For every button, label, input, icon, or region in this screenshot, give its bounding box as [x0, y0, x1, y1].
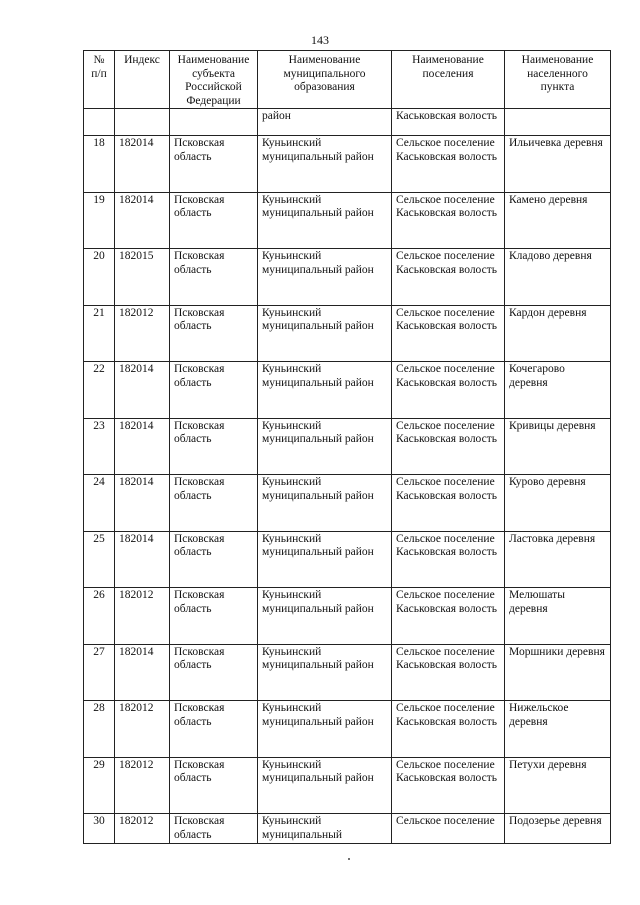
table-row [84, 418, 611, 475]
cell-number: 27 [84, 644, 115, 701]
cell-settlement: Сельское поселение Каськовская волость [392, 362, 505, 419]
cell-municipality: Куньинский муниципальный район [258, 305, 392, 362]
cell-municipality: Куньинский муниципальный [258, 814, 392, 844]
cell-subject: Псковская область [170, 249, 258, 306]
header-municipality: Наименование муниципального образования [258, 51, 392, 109]
cell-locality: Кардон деревня [505, 305, 611, 362]
cell-locality: Кривицы деревня [505, 418, 611, 475]
table-row [84, 249, 611, 306]
cell-number: 29 [84, 757, 115, 814]
cell-number [84, 109, 115, 136]
cell-settlement: Сельское поселение Каськовская волость [392, 249, 505, 306]
cell-subject [170, 109, 258, 136]
cell-index: 182014 [115, 362, 170, 419]
cell-municipality: Куньинский муниципальный район [258, 249, 392, 306]
cell-subject: Псковская область [170, 588, 258, 645]
cell-number: 18 [84, 136, 115, 193]
cell-settlement: Сельское поселение Каськовская волость [392, 418, 505, 475]
header-settlement: Наименование поселения [392, 51, 505, 109]
cell-number: 24 [84, 475, 115, 532]
table-row [84, 475, 611, 532]
cell-municipality: Куньинский муниципальный район [258, 588, 392, 645]
cell-subject: Псковская область [170, 475, 258, 532]
cell-subject: Псковская область [170, 644, 258, 701]
cell-index: 182015 [115, 249, 170, 306]
cell-locality: Моршники деревня [505, 644, 611, 701]
header-locality: Наименование населенного пункта [505, 51, 611, 109]
settlements-table [83, 50, 611, 844]
cell-index [115, 109, 170, 136]
cell-index: 182014 [115, 136, 170, 193]
cell-index: 182014 [115, 418, 170, 475]
table-row [84, 644, 611, 701]
cell-municipality: Куньинский муниципальный район [258, 192, 392, 249]
cell-index: 182012 [115, 814, 170, 844]
cell-number: 21 [84, 305, 115, 362]
cell-locality [505, 109, 611, 136]
cell-locality: Мелюшаты деревня [505, 588, 611, 645]
cell-municipality: Куньинский муниципальный район [258, 136, 392, 193]
cell-locality: Петухи деревня [505, 757, 611, 814]
page-number: 143 [311, 33, 329, 47]
cell-settlement: Сельское поселение [392, 814, 505, 844]
cell-locality: Ластовка деревня [505, 531, 611, 588]
table-row-last [84, 814, 611, 844]
cell-locality: Курово деревня [505, 475, 611, 532]
table-row [84, 701, 611, 758]
cell-number: 20 [84, 249, 115, 306]
cell-settlement: Сельское поселение Каськовская волость [392, 588, 505, 645]
cell-subject: Псковская область [170, 362, 258, 419]
cell-number: 28 [84, 701, 115, 758]
table-row [84, 305, 611, 362]
cell-settlement: Каськовская волость [392, 109, 505, 136]
table-row [84, 531, 611, 588]
cell-locality: Кочегарово деревня [505, 362, 611, 419]
cell-settlement: Сельское поселение Каськовская волость [392, 644, 505, 701]
header-number: № п/п [84, 51, 115, 109]
cell-municipality: Куньинский муниципальный район [258, 531, 392, 588]
cell-index: 182014 [115, 644, 170, 701]
table-row [84, 362, 611, 419]
cell-index: 182012 [115, 757, 170, 814]
cell-subject: Псковская область [170, 136, 258, 193]
cell-subject: Псковская область [170, 814, 258, 844]
cell-subject: Псковская область [170, 305, 258, 362]
cell-municipality: Куньинский муниципальный район [258, 644, 392, 701]
scan-speck [348, 858, 350, 860]
table-row [84, 136, 611, 193]
cell-settlement: Сельское поселение Каськовская волость [392, 531, 505, 588]
cell-locality: Подозерье деревня [505, 814, 611, 844]
cell-subject: Псковская область [170, 531, 258, 588]
cell-index: 182012 [115, 701, 170, 758]
cell-subject: Псковская область [170, 192, 258, 249]
cell-municipality: район [258, 109, 392, 136]
cell-index: 182014 [115, 192, 170, 249]
cell-settlement: Сельское поселение Каськовская волость [392, 701, 505, 758]
cell-locality: Камено деревня [505, 192, 611, 249]
cell-locality: Нижельское деревня [505, 701, 611, 758]
cell-settlement: Сельское поселение Каськовская волость [392, 192, 505, 249]
cell-settlement: Сельское поселение Каськовская волость [392, 757, 505, 814]
table-row-continued [84, 109, 611, 136]
cell-number: 22 [84, 362, 115, 419]
cell-index: 182012 [115, 588, 170, 645]
table-header-row [84, 51, 611, 109]
cell-settlement: Сельское поселение Каськовская волость [392, 136, 505, 193]
cell-municipality: Куньинский муниципальный район [258, 362, 392, 419]
cell-settlement: Сельское поселение Каськовская волость [392, 475, 505, 532]
cell-subject: Псковская область [170, 701, 258, 758]
cell-locality: Ильичевка деревня [505, 136, 611, 193]
cell-number: 23 [84, 418, 115, 475]
header-index: Индекс [115, 51, 170, 109]
cell-index: 182012 [115, 305, 170, 362]
cell-municipality: Куньинский муниципальный район [258, 701, 392, 758]
table-row [84, 757, 611, 814]
cell-municipality: Куньинский муниципальный район [258, 757, 392, 814]
cell-number: 30 [84, 814, 115, 844]
cell-subject: Псковская область [170, 757, 258, 814]
cell-index: 182014 [115, 531, 170, 588]
cell-number: 25 [84, 531, 115, 588]
table-row [84, 588, 611, 645]
cell-number: 19 [84, 192, 115, 249]
cell-index: 182014 [115, 475, 170, 532]
cell-settlement: Сельское поселение Каськовская волость [392, 305, 505, 362]
cell-municipality: Куньинский муниципальный район [258, 418, 392, 475]
header-subject: Наименование субъекта Российской Федерации [170, 51, 258, 109]
cell-municipality: Куньинский муниципальный район [258, 475, 392, 532]
cell-subject: Псковская область [170, 418, 258, 475]
table-row [84, 192, 611, 249]
cell-locality: Кладово деревня [505, 249, 611, 306]
cell-number: 26 [84, 588, 115, 645]
